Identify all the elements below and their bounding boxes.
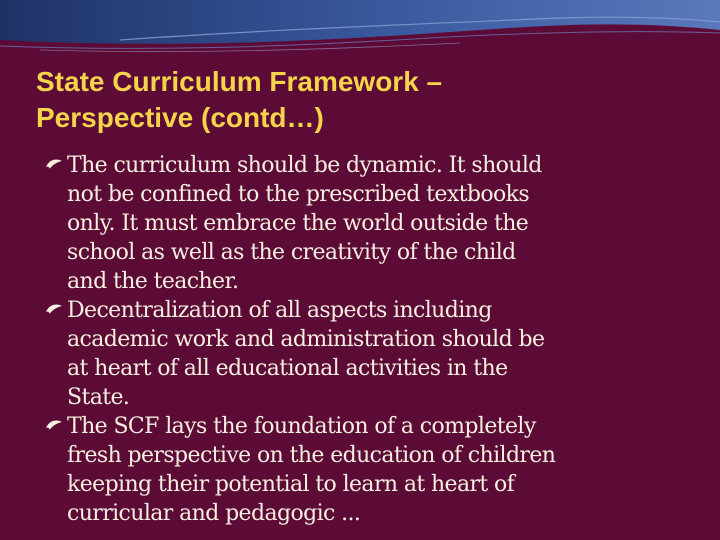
- bullet-text-line: only. It must embrace the world outside the: [67, 211, 529, 236]
- bullet-text-line: and the teacher.: [67, 269, 239, 294]
- leaf-bullet-icon: [44, 416, 64, 436]
- bullet-list: [44, 151, 704, 528]
- bullet-text-line: curricular and pedagogic ...: [67, 501, 361, 526]
- bullet-text-line: academic work and administration should be: [67, 327, 545, 352]
- bullet-text-line: not be confined to the prescribed textbooks: [67, 182, 530, 207]
- slide-title-line-2: Perspective (contd…): [36, 102, 324, 134]
- decorative-wave-header: [0, 0, 720, 70]
- bullet-item: [44, 151, 704, 296]
- bullet-text-line: keeping their potential to learn at heart of: [67, 472, 515, 497]
- bullet-text-line: at heart of all educational activities in the: [67, 356, 508, 381]
- slide-title-line-1: State Curriculum Framework –: [36, 66, 443, 97]
- slide-title: [36, 64, 686, 137]
- leaf-bullet-icon: [44, 155, 64, 175]
- bullet-text-line: Decentralization of all aspects including: [67, 298, 492, 323]
- bullet-text-line: The curriculum should be dynamic. It should: [67, 153, 542, 178]
- bullet-text-line: The SCF lays the foundation of a completely: [67, 414, 536, 439]
- bullet-text-line: fresh perspective on the education of children: [67, 443, 556, 468]
- bullet-text-line: State.: [67, 385, 130, 410]
- bullet-text-line: school as well as the creativity of the child: [67, 240, 516, 265]
- leaf-bullet-icon: [44, 300, 64, 320]
- bullet-item: [44, 296, 704, 412]
- bullet-item: [44, 412, 704, 528]
